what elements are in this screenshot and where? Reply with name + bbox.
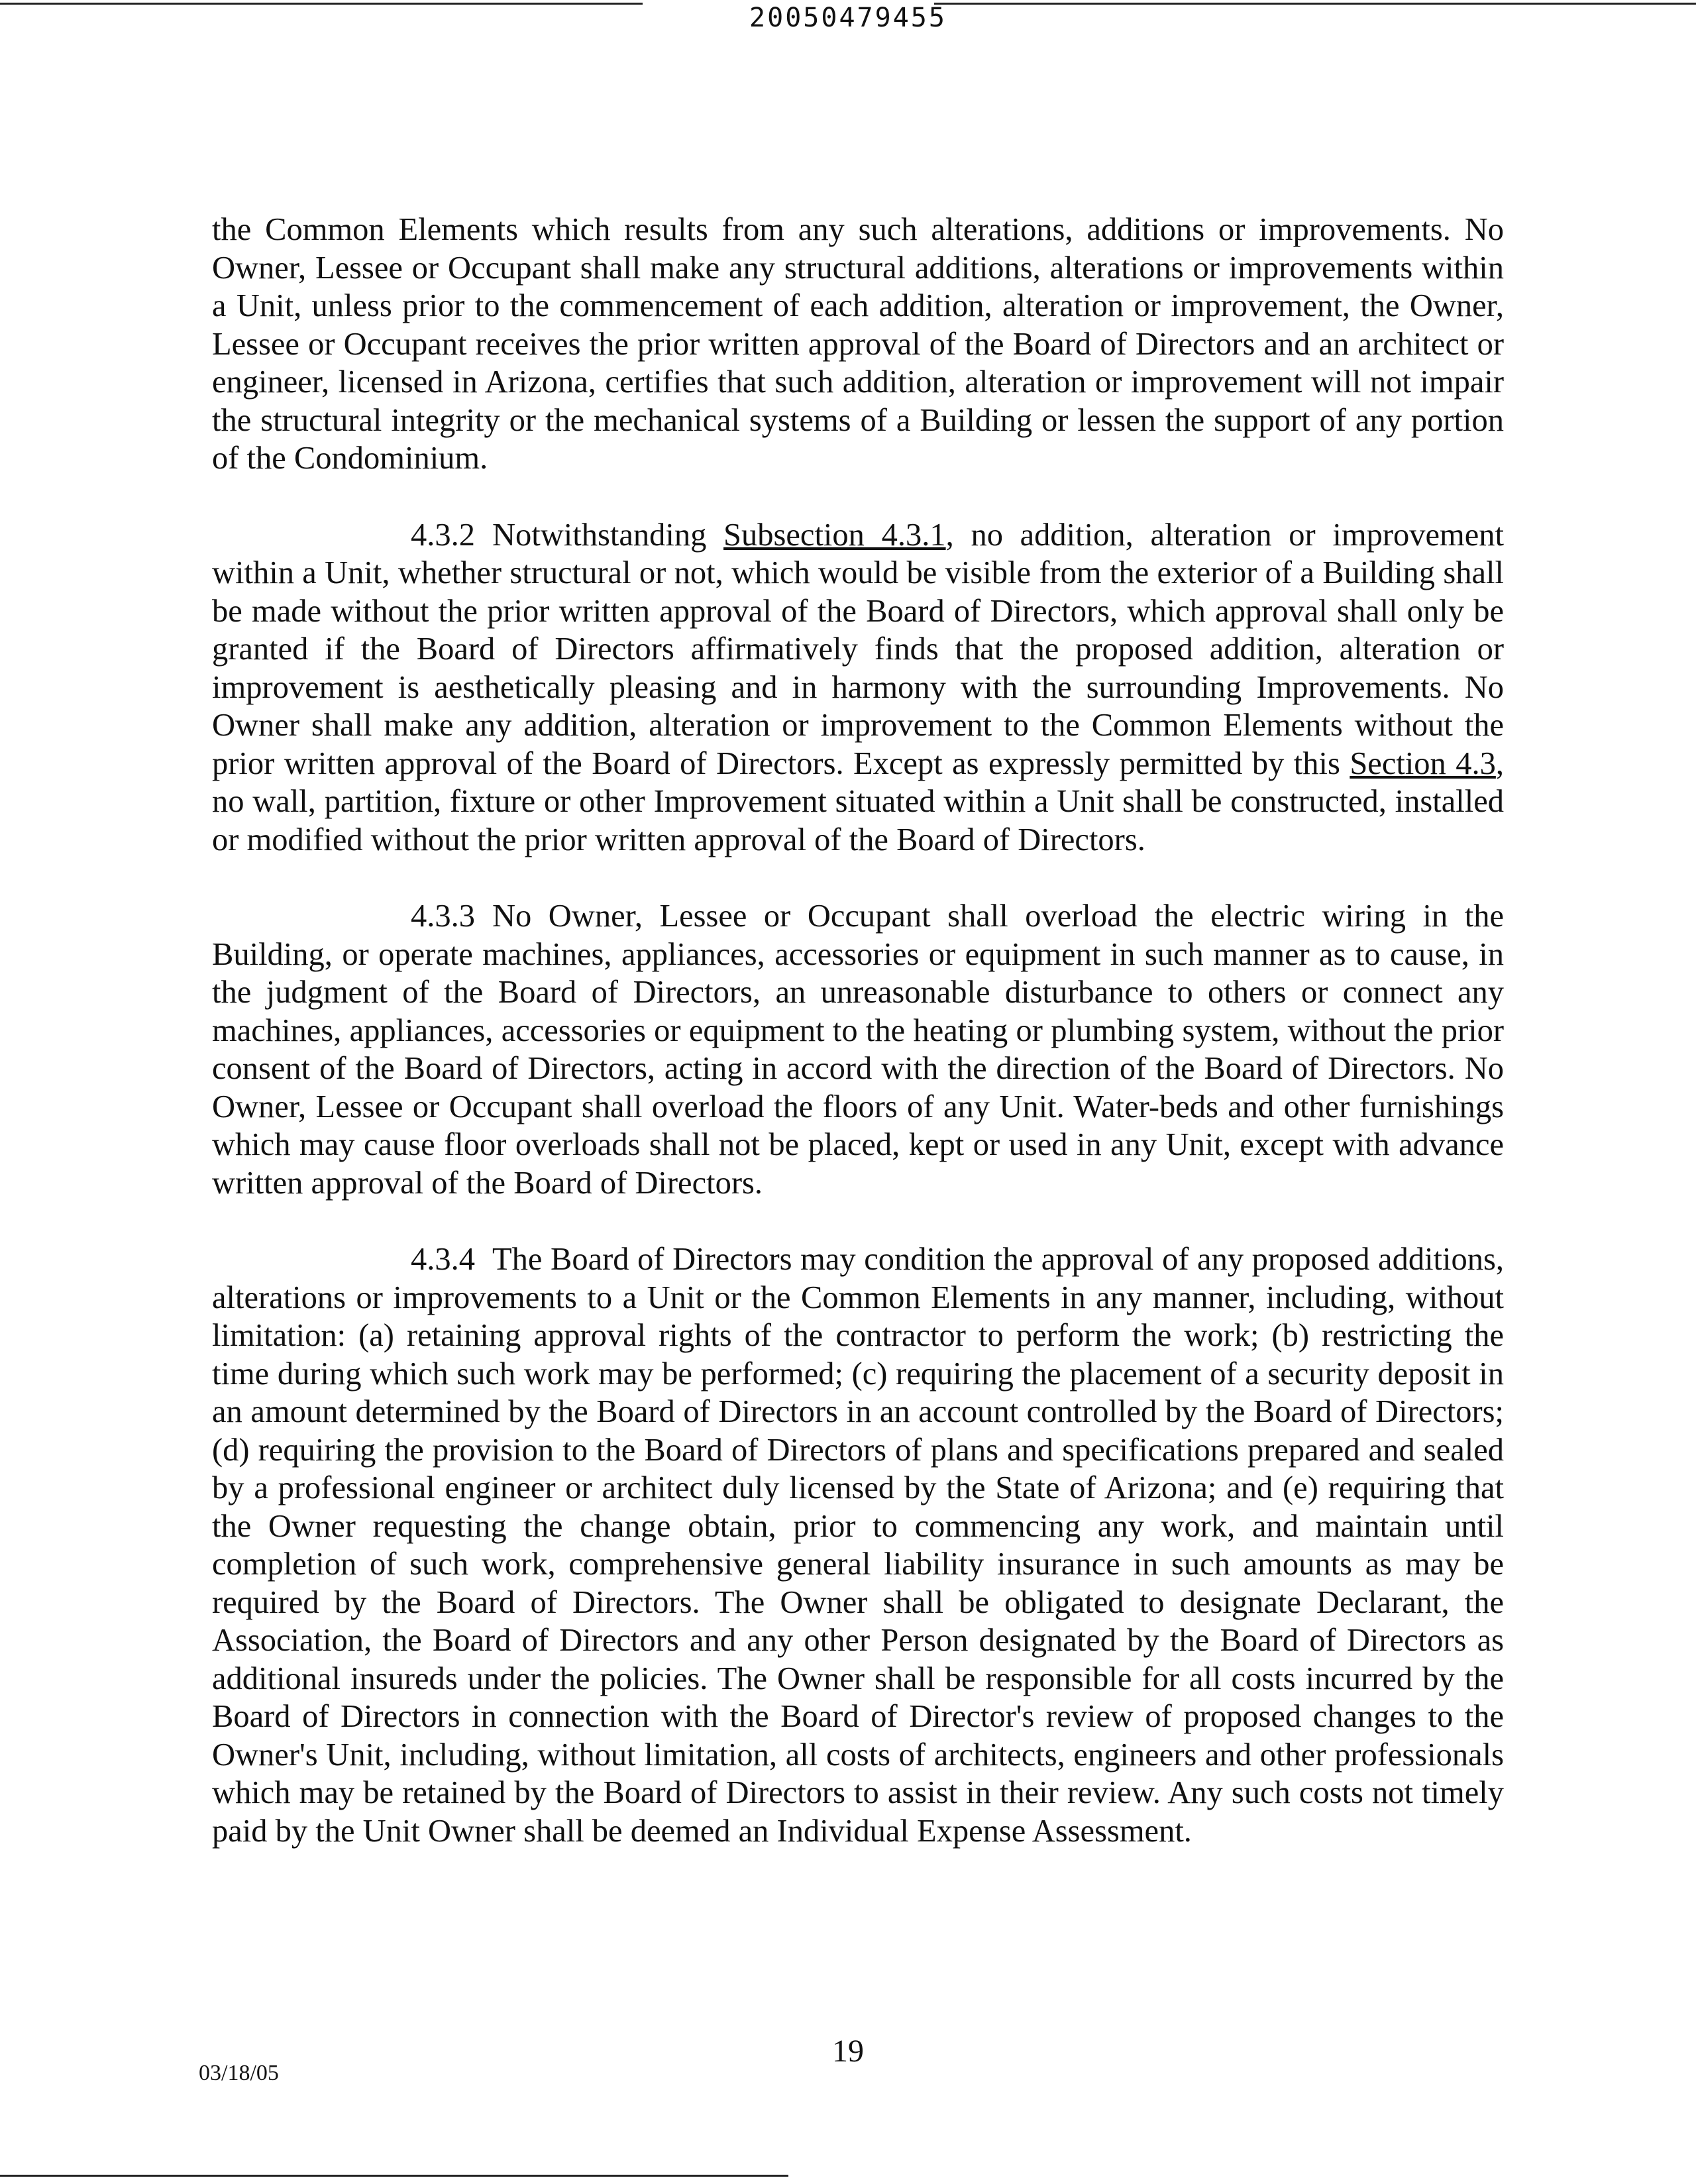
bottom-rule [0,2175,788,2177]
section-reference: Section 4.3 [1350,745,1496,781]
page-number: 19 [832,2034,864,2069]
paragraph-4-3-2 [212,516,1504,859]
document-body [212,211,1504,1888]
paragraph-continuation: the Common Elements which results from any such alterations, additions or improvements. No Owner, Lessee or Occupant shall make any structural additions, alterations or improvements within a Unit, unless prior to the commencement of each addition, alteration or improvement, the Owner, Lessee or Occupant receives the prior written approval of the Board of Directors and an architect or engineer, licensed in Arizona, certifies that such addition, alteration or improvement will not impair the structural integrity or the mechanical systems of a Building or lessen the support of any portion of the Condominium. [212,212,1504,476]
footer-date: 03/18/05 [199,2061,279,2085]
paragraph-text: No Owner, Lessee or Occupant shall overload the electric wiring in the Building, or operate machines, appliances, accessories or equipment in such manner as to cause, in the judgment of the Board of Directors, an unreasonable disturbance to others or connect any machines, appliances, accessories or equipment to the heating or plumbing system, without the prior consent of the Board of Directors, acting in accord with the direction of the Board of Directors. No Owner, Lessee or Occupant shall overload the floors of any Unit. Water-beds and other furnishings which may cause floor overloads shall not be placed, kept or used in any Unit, except with advance written approval of the Board of Directors. [212,899,1504,1201]
paragraph-4-3-3 [212,897,1504,1202]
paragraph-text: , no wall, partition, fixture or other Improvement situated within a Unit shall be constructed, installed or modified without the prior written approval of the Board of Directors. [212,745,1504,857]
paragraph-4-3-4 [212,1240,1504,1850]
document-number: 20050479455 [749,3,947,33]
subsection-reference: Subsection 4.3.1 [723,517,946,553]
paragraph-text: The Board of Directors may condition the approval of any proposed additions, alterations or improvements to a Unit or the Common Elements in any manner, including, without limitation: (a) retaining approval rights of the contractor to perform the work; (b) restricting the time during which such work may be performed; (c) requiring the placement of a security deposit in an amount determined by the Board of Directors in an account controlled by the Board of Directors; (d) requiring the provision to the Board of Directors of plans and specifications prepared and sealed by a professional engineer or architect duly licensed by the State of Arizona; and (e) requiring that the Owner requesting the change obtain, prior to commencing any work, and maintain until completion of such work, comprehensive general liability insurance in such amounts as may be required by the Board of Directors. The Owner shall be obligated to designate Declarant, the Association, the Board of Directors and any other Person designated by the Board of Directors as additional insureds under the policies. The Owner shall be responsible for all costs incurred by the Board of Directors in connection with the Board of Director's review of proposed changes to the Owner's Unit, including, without limitation, all costs of architects, engineers and other professionals which may be retained by the Board of Directors to assist in their review. Any such costs not timely paid by the Unit Owner shall be deemed an Individual Expense Assessment. [212,1242,1504,1849]
paragraph-text: Notwithstanding [492,517,724,553]
section-number: 4.3.2 [411,517,475,553]
paragraph-text: , no addition, alteration or improvement within a Unit, whether structural or not, which would be visible from the exterior of a Building shall be made without the prior written approval of the Board of Directors, which approval shall only be granted if the Board of Directors affirmatively finds that the proposed addition, alteration or improvement is aesthetically pleasing and in harmony with the surrounding Improvements. No Owner shall make any addition, alteration or improvement to the Common Elements without the prior written approval of the Board of Directors. Except as expressly permitted by this [212,517,1504,781]
section-number: 4.3.4 [411,1242,475,1277]
section-number: 4.3.3 [411,899,475,934]
